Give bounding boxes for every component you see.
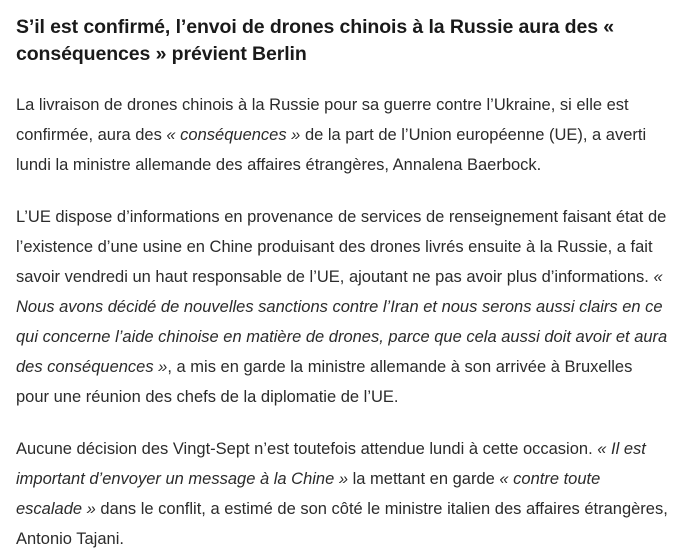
quoted-text: « Il est important d’envoyer un message à la Chine » [16,440,646,488]
body-text: de la part de l’Union européenne (UE), a averti lundi la ministre allemande des affaires étrangères, Annalena Baerbock. [16,126,647,174]
article-body [16,90,669,554]
body-text: La livraison de drones chinois à la Russie pour sa guerre contre l’Ukraine, si elle est confirmée, aura des [16,96,629,144]
article-paragraph [16,202,669,412]
quoted-text: « conséquences » [166,126,301,144]
article-paragraph [16,90,669,180]
quoted-text: « Nous avons décidé de nouvelles sanctions contre l’Iran et nous serons aussi clairs en ce qui concerne l’aide chinoise en matière de drones, parce que cela aussi doit avoir et aura des conséquences » [16,268,668,376]
body-text: la mettant en garde [348,470,500,488]
body-text: , a mis en garde la ministre allemande à son arrivée à Bruxelles pour une réunion des chefs de la diplomatie de l’UE. [16,358,633,406]
body-text: L’UE dispose d’informations en provenance de services de renseignement faisant état de l’existence d’une usine en Chine produisant des drones livrés ensuite à la Russie, a fait savoir vendredi un haut responsable de l’UE, ajoutant ne pas avoir plus d’informations. [16,208,667,286]
body-text: dans le conflit, a estimé de son côté le ministre italien des affaires étrangères, Antonio Tajani. [16,500,668,548]
quoted-text: « contre toute escalade » [16,470,601,518]
body-text: Aucune décision des Vingt-Sept n’est toutefois attendue lundi à cette occasion. [16,440,598,458]
article-paragraph [16,434,669,554]
article-headline: S’il est confirmé, l’envoi de drones chinois à la Russie aura des « conséquences » prévient Berlin [16,16,615,65]
